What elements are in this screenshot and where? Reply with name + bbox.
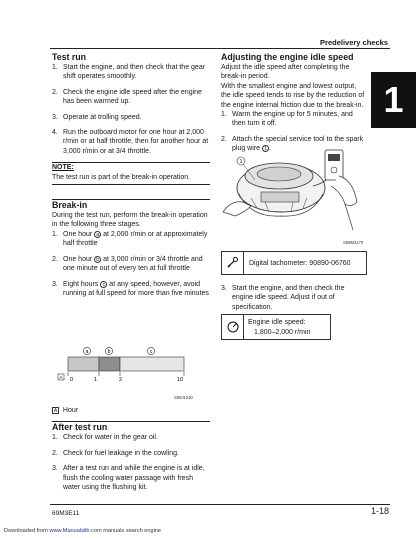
chart-code: S69J1240 (174, 395, 193, 400)
tick-10: 10 (177, 377, 184, 383)
page-number: 1-18 (370, 506, 389, 516)
chart-legend (52, 406, 210, 415)
left-column-bottom (52, 406, 210, 492)
chapter-tab: 1 (371, 72, 416, 128)
segment-b (99, 357, 120, 371)
left-column (52, 52, 210, 298)
idle-step-1: 1. Warm the engine up for 5 minutes, and then turn it off. (221, 111, 353, 128)
chart-marker-a-label: a (85, 349, 89, 355)
idle-step-3: 3. Start the engine, and then check the engine idle speed. Adjust if out of specification. (221, 285, 345, 311)
idle-intro: Adjust the idle speed after completing the break-in period. (221, 64, 350, 81)
note-text: The test run is part of the break-in operation. (52, 173, 210, 185)
chart-marker-b-label: b (107, 349, 111, 355)
break-in-step-1: 1. One hour a at 2,000 r/min or at approximately half throttle (52, 230, 208, 248)
segment-c (120, 357, 184, 371)
idle-step-2: 2. Attach the special service tool to the spark plug wire 1 . (221, 135, 364, 153)
marker-1: 1 (262, 145, 269, 152)
test-run-heading: Test run (52, 52, 87, 62)
tool-spec-text: Digital tachometer: 90890-06760 (249, 260, 351, 267)
marker-c: c (100, 281, 107, 288)
right-column (221, 52, 367, 154)
segment-a (68, 357, 99, 371)
note-block (52, 162, 210, 185)
test-run-step-1: 1. Start the engine, and then check that the gear shift operates smoothly. (52, 64, 206, 81)
break-in-intro: During the test run, perform the break-in operation in the following three stages. (52, 212, 208, 229)
idle-speed-heading: Adjusting the engine idle speed (221, 52, 354, 62)
download-notice: Downloaded from www.Manualslib.com manuals search engine (4, 528, 162, 534)
break-in-chart (56, 340, 206, 402)
after-step-1: 1. Check for water in the gear oil. (52, 434, 158, 442)
section-title: Predelivery checks (320, 38, 388, 47)
after-step-3: 3. After a test run and while the engine is at idle, flush the cooling water passage with fresh water using the flushing kit. (52, 465, 205, 492)
tick-1: 1 (94, 377, 98, 383)
idle-spec-value: 1,800–2,000 r/min (254, 329, 311, 336)
tick-2: 2 (119, 377, 123, 383)
gauge-icon (227, 321, 239, 333)
right-column-step3 (221, 284, 367, 312)
tool-icon (227, 256, 239, 268)
manualslib-link[interactable]: www.Manualslib.com (49, 528, 102, 534)
tick-0: 0 (70, 377, 74, 383)
tool-spec-box (221, 251, 367, 275)
footer-rule (50, 504, 390, 505)
legend-text: Hour (62, 407, 79, 414)
marker-b: b (94, 256, 101, 263)
footer-code: 69M3E11 (52, 510, 80, 517)
legend-marker: A (53, 408, 58, 414)
test-run-step-4: 4. Run the outboard motor for one hour at 2,000 r/min or at half throttle, then for another hour at 3,000 r/min or at 3/4 throttle. (52, 129, 209, 155)
after-step-2: 2. Check for fuel leakage in the cowling. (52, 449, 179, 457)
engine-illustration (221, 146, 369, 246)
illustration-code: S69M3170 (343, 240, 364, 245)
chart-marker-c-label: c (149, 349, 153, 355)
after-test-run-heading: After test run (52, 422, 108, 433)
test-run-step-3: 3. Operate at trolling speed. (52, 113, 142, 121)
idle-spec-label: Engine idle speed: (248, 319, 306, 326)
idle-para: With the smallest engine and lowest output, the idle speed tends to rise by the reduction of the engine internal friction due to the break-in. (221, 82, 365, 109)
marker-a: a (94, 231, 101, 238)
break-in-step-3: 3. Eight hours c at any speed, however, avoid running at full speed for more than five minutes (52, 280, 209, 297)
break-in-step-2: 2. One hour b at 3,000 r/min or 3/4 throttle and one minute out of every ten at full throttle (52, 255, 203, 273)
idle-spec-box (221, 314, 331, 340)
illustration-callout-1: 1 (239, 159, 243, 165)
note-label: NOTE: (52, 164, 74, 172)
header-rule (50, 48, 390, 49)
test-run-step-2: 2. Check the engine idle speed after the engine has been warmed up. (52, 88, 202, 106)
axis-marker-label: A (59, 375, 63, 381)
break-in-heading: Break-in (52, 200, 88, 211)
